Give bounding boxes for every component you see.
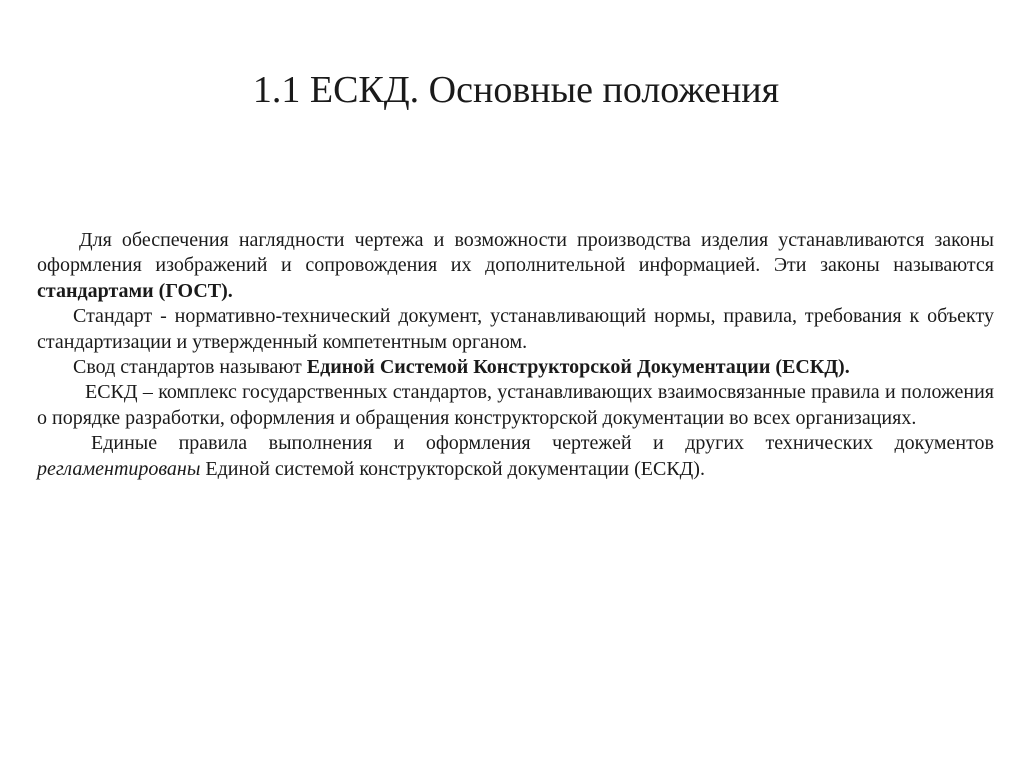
paragraph-text: Стандарт - нормативно-технический документ, устанавливающий нормы, правила, требования к объекту стандартизации и утвержденный компетентным органом. <box>37 305 994 353</box>
bold-term: стандартами (ГОСТ). <box>37 279 233 302</box>
paragraph-text: ЕСКД – комплекс государственных стандартов, устанавливающих взаимосвязанные правила и положения о порядке разработки, оформления и обращения конструкторской документации во всех организациях. <box>37 381 994 429</box>
body-text <box>37 228 994 482</box>
paragraph-eskd-name <box>37 355 994 380</box>
slide-title: 1.1 ЕСКД. Основные положения <box>252 69 780 111</box>
paragraph-tail: Единой системой конструкторской документации (ЕСКД). <box>200 457 705 480</box>
paragraph-standard-definition <box>37 304 994 355</box>
paragraph-text: Единые правила выполнения и оформления чертежей и других технических документов <box>91 432 994 455</box>
paragraph-rules <box>37 431 994 482</box>
paragraph-standards-intro <box>37 228 994 304</box>
paragraph-text: Для обеспечения наглядности чертежа и возможности производства изделия устанавливаются законы оформления изображений и сопровождения их дополнительной информацией. Эти законы называются <box>37 229 994 277</box>
bold-term: Единой Системой Конструкторской Документации (ЕСКД). <box>306 356 850 379</box>
paragraph-eskd-definition <box>37 380 994 431</box>
italic-term: регламентированы <box>37 457 201 480</box>
paragraph-text: Свод стандартов называют <box>73 356 307 379</box>
